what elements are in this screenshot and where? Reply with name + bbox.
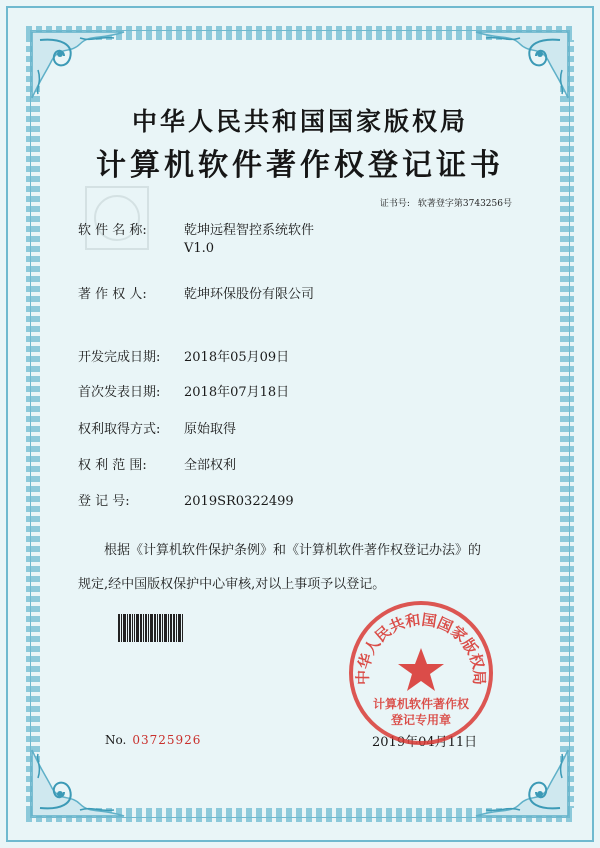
field-label: 著 作 权 人: <box>78 287 147 302</box>
statement-line-1: 根据《计算机软件保护条例》和《计算机软件著作权登记办法》的 <box>104 543 482 558</box>
issue-date: 2019年04月11日 <box>372 735 478 750</box>
field-rights-scope <box>78 457 236 475</box>
official-seal-icon <box>346 598 496 748</box>
authority-title: 中华人民共和国国家版权局 <box>131 107 468 136</box>
field-publication-date <box>78 384 289 402</box>
field-label: 首次发表日期: <box>78 385 161 400</box>
field-value: 原始取得 <box>184 422 237 437</box>
field-development-date <box>78 349 289 367</box>
field-value: 2019SR0322499 <box>184 494 294 509</box>
field-label: 软 件 名 称: <box>78 223 147 238</box>
serial-number <box>105 733 201 747</box>
field-label: 权利取得方式: <box>78 422 161 437</box>
field-registration-number <box>78 493 294 511</box>
field-label: 开发完成日期: <box>78 350 161 365</box>
certificate-number <box>372 196 512 209</box>
corner-ornament-icon <box>474 748 570 818</box>
field-value: 乾坤环保股份有限公司 <box>184 287 315 302</box>
field-value-line: V1.0 <box>184 241 215 256</box>
field-value: 2018年05月09日 <box>184 350 290 365</box>
corner-ornament-icon <box>474 30 570 100</box>
field-value: 2018年07月18日 <box>184 385 290 400</box>
serial-label: No. <box>105 733 127 747</box>
certificate-number-value: 软著登字第3743256号 <box>417 199 512 209</box>
field-value <box>184 222 314 258</box>
field-label: 权 利 范 围: <box>78 458 147 473</box>
field-value: 全部权利 <box>184 458 237 473</box>
field-value-line: 乾坤远程智控系统软件 <box>184 223 315 238</box>
seal-outer-text: 中华人民共和国国家版权局 <box>353 610 489 686</box>
statement-line-2: 规定,经中国版权保护中心审核,对以上事项予以登记。 <box>78 577 386 592</box>
barcode-icon <box>118 614 188 642</box>
serial-value: 03725926 <box>132 733 202 747</box>
seal-inner-line-1: 计算机软件著作权 <box>372 697 470 711</box>
certificate-title: 计算机软件著作权登记证书 <box>96 148 504 183</box>
field-software-name <box>78 222 314 258</box>
seal-inner-line-2: 登记专用章 <box>390 713 452 727</box>
certificate-number-label: 证书号: <box>379 199 410 209</box>
field-acquisition-method <box>78 421 236 439</box>
field-copyright-owner <box>78 286 314 304</box>
corner-ornament-icon <box>30 30 126 100</box>
field-label: 登 记 号: <box>78 494 130 509</box>
corner-ornament-icon <box>30 748 126 818</box>
